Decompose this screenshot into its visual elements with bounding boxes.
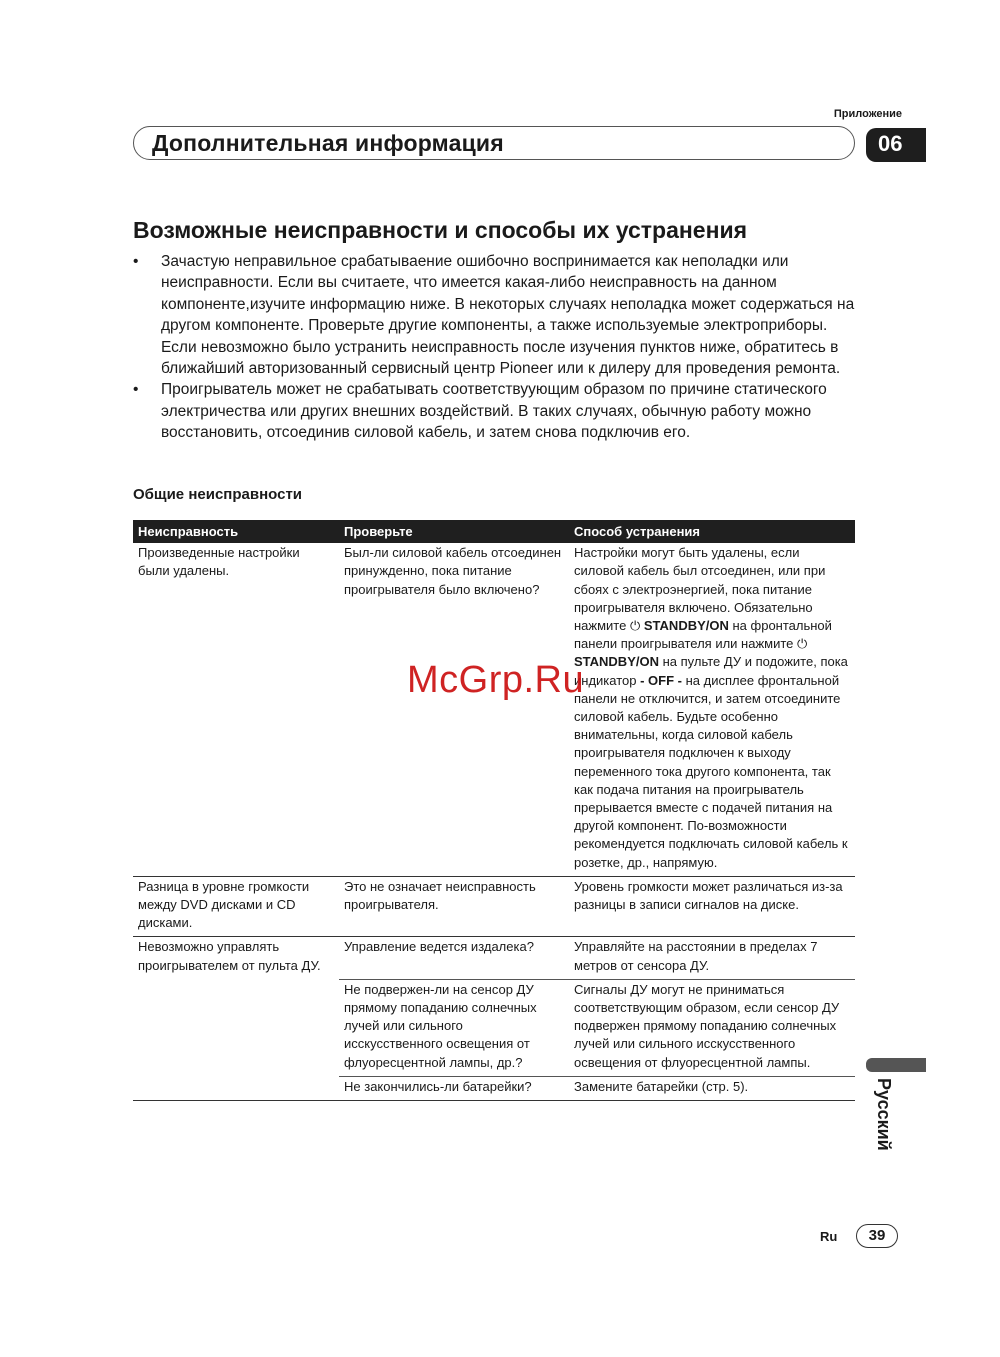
page-number: 39: [856, 1224, 898, 1248]
check-cell: Не закончились-ли батарейки?: [339, 1076, 569, 1100]
remedy-text: на пульте ДУ и подожите, пока индикатор: [574, 654, 848, 688]
power-icon: ⏻: [797, 636, 808, 652]
chapter-number-tab: 06: [866, 128, 926, 162]
remedy-text: на фронтальной панели проигрывателя или нажмите: [574, 618, 832, 652]
remedy-cell: [569, 543, 855, 876]
column-header-problem: Неисправность: [133, 520, 339, 543]
chapter-title-bar: [133, 126, 855, 160]
standby-key-label: STANDBY/ON: [643, 618, 729, 634]
troubleshooting-table: [133, 520, 855, 1101]
column-header-remedy: Способ устранения: [569, 520, 855, 543]
bullet-icon: •: [133, 381, 139, 399]
bullet-icon: •: [133, 253, 139, 270]
footer-language-code: Ru: [820, 1229, 838, 1244]
check-cell: Это не означает неисправность проигрывателя.: [339, 876, 569, 937]
column-header-check: Проверьте: [339, 520, 569, 543]
check-cell: Был-ли силовой кабель отсоединен принужденно, пока питание проигрывателя было включено?: [339, 543, 569, 876]
table-row: [133, 937, 855, 979]
problem-cell: Произведенные настройки были удалены.: [133, 543, 339, 876]
problem-cell: Невозможно управлять проигрывателем от пульта ДУ.: [138, 939, 321, 973]
intro-list: [133, 251, 858, 444]
table-row: [133, 1076, 855, 1100]
chapter-title: Дополнительная информация: [152, 130, 504, 156]
table-row: [133, 876, 855, 937]
problem-cell-empty: [133, 979, 339, 1076]
table-row: [133, 543, 855, 876]
language-side-label: Русский: [874, 1078, 894, 1151]
intro-text-1: Зачастую неправильное срабатываение ошибочно воспринимается как неполадки или неисправности. Если вы считаете, что имеется какая-либо неисправность на данном компоненте,изучите информацию ниже. В некоторых случаях неполадка может содержаться на другом компоненте. Проверьте другие компоненты, а также используемые электроприборы. Если невозможно было устранить неисправность после изучения пунктов ниже, обратитесь в ближайший авторизованный сервисный центр Pioneer или к дилеру для проведения ремонта.: [161, 253, 855, 378]
intro-bullet-2: [133, 379, 858, 443]
remedy-cell: Замените батарейки (стр. 5).: [569, 1076, 855, 1100]
section-heading: Возможные неисправности и способы их устранения: [133, 217, 748, 243]
standby-key-label: STANDBY/ON: [574, 654, 659, 670]
appendix-label: Приложение: [833, 108, 902, 120]
check-cell: Управление ведется издалека?: [339, 937, 569, 979]
remedy-text: Настройки могут быть удалены, если силовой кабель был отсоединен, или при сбоях с электроэнергией, пока питание проигрывателя включено. Обязательно нажмите: [574, 545, 826, 634]
check-cell: Не подвержен-ли на сенсор ДУ прямому попаданию солнечных лучей или сильного исскусственного освещения от флуоресцентной лампы, др.?: [339, 979, 569, 1076]
remedy-cell: Уровень громкости может различаться из-за разницы в записи сигналов на диске.: [569, 876, 855, 937]
troubleshooting-heading: Общие неисправности: [133, 486, 303, 503]
problem-cell-empty: [133, 1076, 339, 1100]
remedy-text: на дисплее фронтальной панели не отключится, и затем отсоедините силовой кабель. Будьте особенно внимательны, когда силовой кабель проигрывателя подключен к выходу переменного тока другого компонента, так как подача питания на проигрыватель прерывается вместе с подачей питания на другой компонент. По-возможности рекомендуется подключать силовой кабель к розетке, др., напрямую.: [574, 672, 848, 870]
language-tab-marker: [866, 1058, 926, 1072]
power-icon: ⏻: [629, 618, 641, 634]
remedy-cell: Сигналы ДУ могут не приниматься соответствующим образом, если сенсор ДУ подвержен прямому попаданию солнечных лучей или сильного исскусственного освещения от флуоресцентной лампы.: [569, 979, 855, 1076]
table-row: [133, 979, 855, 1076]
intro-text-2: Проигрыватель может не срабатывать соответствуующим образом по причине статического электричества или других внешних воздействий. В таких случаях, обычную работу можно восстановить, отсоединив силовой кабель, и затем снова подключив его.: [161, 381, 827, 442]
intro-bullet-1: [133, 251, 858, 379]
remedy-cell: Управляйте на расстоянии в пределах 7 метров от сенсора ДУ.: [569, 937, 855, 979]
off-indicator-label: - OFF -: [640, 672, 682, 688]
watermark: McGrp.Ru: [407, 659, 585, 701]
table-header-row: [133, 520, 855, 543]
problem-cell: Разница в уровне громкости между DVD дисками и CD дисками.: [133, 876, 339, 937]
